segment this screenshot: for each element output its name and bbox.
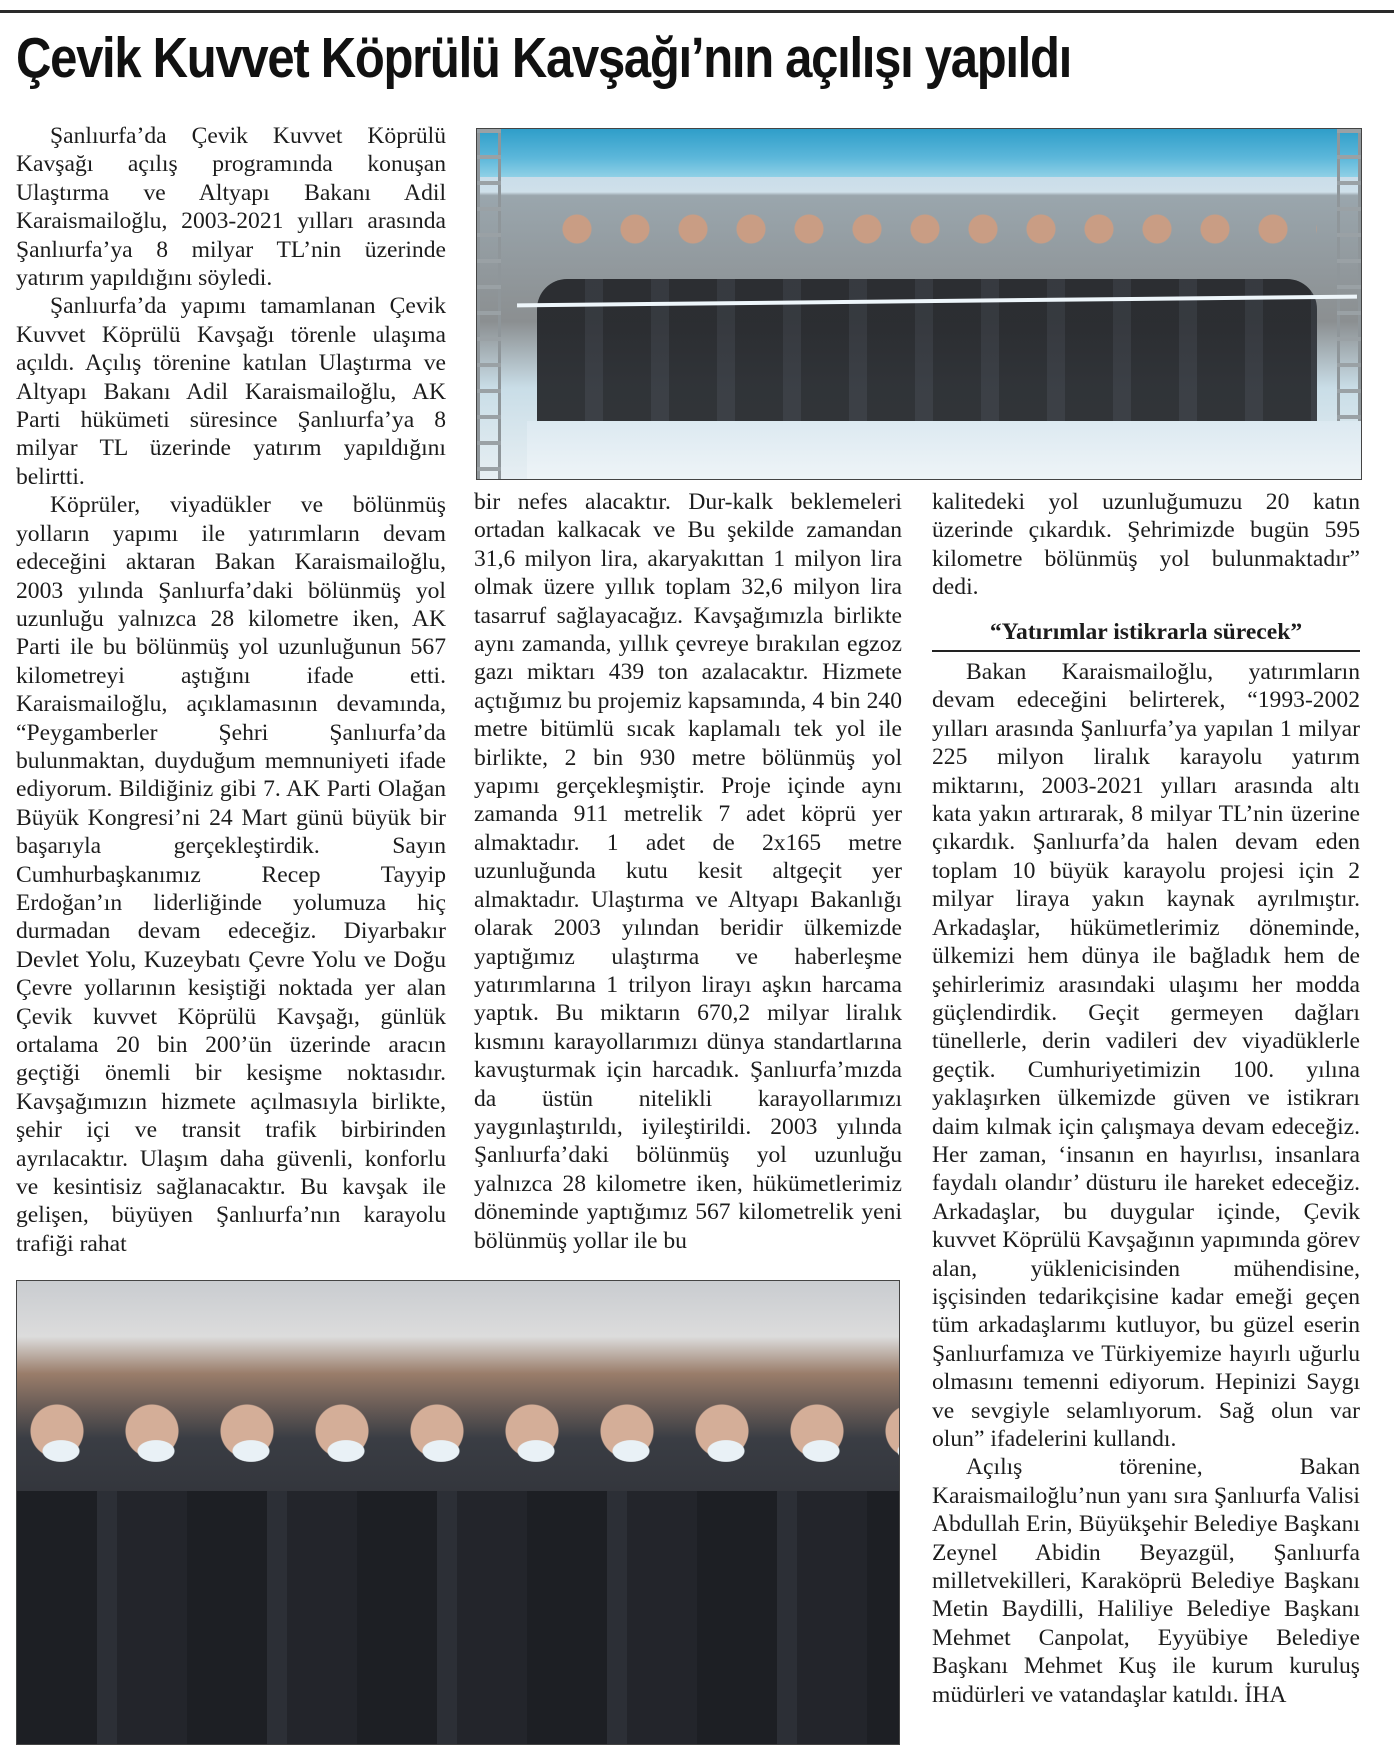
- paragraph: bir nefes alacaktır. Dur-kalk beklemeleri ortadan kalkacak ve Bu şekilde zamandan 31,6 milyon lira, akaryakıttan 1 milyon lira olmak üzere yıllık toplam 32,6 milyon lira tasarruf sağlayacağız. Kavşağımızla birlikte aynı zamanda, yıllık çevreye bırakılan egzoz gazı miktarı 439 ton azalacaktır. Hizmete açtığımız bu projemiz kapsamında, 4 bin 240 metre bitümlü sıcak kaplamalı tek yol ile birlikte, 2 bin 930 metre bölünmüş yol yapımı gerçekleşmiştir. Proje içinde aynı zamanda 911 metrelik 7 adet köprü yer almaktadır. 1 adet de 2x165 metre uzunluğunda kutu kesit altgeçit yer almaktadır. Ulaştırma ve Altyapı Bakanlığı olarak 2003 yılından beridir ülkemizde yaptığımız ulaştırma ve haberleşme yatırımlarına 1 trilyon lirayı aşkın harcama yaptık. Bu miktarın 670,2 milyar liralık kısmını karayollarımızı dünya standartlarına kavuşturmak için harcadık. Şanlıurfa’mızda da üstün nitelikli karayollarımızı yaygınlaştırıldı, iyileştirildi. 2003 yılında Şanlıurfa’daki bölünmüş yol uzunluğu yalnızca 28 kilometre iken, hükümetlerimiz döneminde yaptığımız 567 kilometrelik yeni bölünmüş yollar ile bu: [474, 489, 902, 1254]
- photo-canopy: [477, 129, 1361, 177]
- paragraph: Bakan Karaismailoğlu, yatırımların devam edeceğini belirterek, “1993-2002 yılları arasında Şanlıurfa’ya yapılan 1 milyar 225 milyon liralık karayolu yatırım miktarını, 2003-2021 yılları arasında altı kata yakın artırarak, 8 milyar TL’nin üzerine çıkardık. Şanlıurfa’da halen devam eden toplam 10 büyük karayolu projesi için 2 milyar liraya yakın kaynak ayrılmıştır. Arkadaşlar, hükümetlerimiz döneminde, ülkemizi hem dünya ile bağladık hem de şehirlerimiz arasındaki ulaşımı her modda güçlendirdik. Geçit germeyen dağları tünellerle, derin vadileri dev viyadüklerle geçtik. Cumhuriyetimizin 100. yılına yaklaşırken ülkemizde güven ve istikrarı daim kılmak için çalışmaya devam edeceğiz. Her zaman, ‘insanın en hayırlısı, insanlara faydalı olandır’ düsturu ile hareket edeceğiz. Arkadaşlar, bu duygular içinde, Çevik kuvvet Köprülü Kavşağının yapımında görev alan, yüklenicisinden mühendisine, işçisinden tedarikçisine kadar emeği geçen tüm arkadaşlarımı kutluyor, bu güzel eserin Şanlıurfamıza ve Türkiyemize hayırlı uğurlu olmasını temenni ediyorum. Hepinizi Saygı ve sevgiyle selamlıyorum. Sağ olun var olun” ifadelerini kullandı.: [932, 659, 1360, 1452]
- paragraph: Açılış törenine, Bakan Karaismailoğlu’nun yanı sıra Şanlıurfa Valisi Abdullah Erin, Büyükşehir Belediye Başkanı Zeynel Abidin Beyazgül, Şanlıurfa milletvekilleri, Karaköprü Belediye Başkanı Metin Baydilli, Haliliye Belediye Başkanı Mehmet Canpolat, Eyyübiye Belediye Başkanı Mehmet Kuş ile kurum kuruluş müdürleri ve vatandaşlar katıldı. İHA: [932, 1454, 1360, 1708]
- photo-stage: [527, 421, 1361, 479]
- photo-crowd-masks: [17, 1421, 899, 1481]
- article-column-2: [474, 488, 902, 1255]
- photo-scaffold-left: [477, 129, 501, 479]
- top-rule: [0, 10, 1394, 13]
- paragraph: Köprüler, viyadükler ve bölünmüş yolların yapımı ile yatırımların devam edeceğini aktaran Bakan Karaismailoğlu, 2003 yılında Şanlıurfa’daki bölünmüş yol uzunluğu yalnızca 28 kilometre iken, AK Parti ile bu bölünmüş yol uzunluğunun 567 kilometreyi aştığını ifade etti. Karaismailoğlu, açıklamasının devamında, “Peygamberler Şehri Şanlıurfa’da bulunmaktan, duyduğum memnuniyeti ifade ediyorum. Bildiğiniz gibi 7. AK Parti Olağan Büyük Kongresi’ni 24 Mart günü büyük bir başarıyla gerçekleştirdik. Sayın Cumhurbaşkanımız Recep Tayyip Erdoğan’ın liderliğinde yolumuza hiç durmadan devam edeceğiz. Diyarbakır Devlet Yolu, Kuzeybatı Çevre Yolu ve Doğu Çevre yollarının kesiştiği noktada yer alan Çevik kuvvet Köprülü Kavşağı, günlük ortalama 20 bin 200’ün üzerinde aracın geçtiği önemli bir kesişme noktasıdır. Kavşağımızın hizmete açılmasıyla birlikte, şehir içi ve transit trafik birbirinden ayrılacaktır. Ulaşım daha güvenli, konforlu ve kesintisiz sağlanacaktır. Bu kavşak ile gelişen, büyüyen Şanlıurfa’nın karayolu trafiği rahat: [16, 492, 446, 1257]
- ribbon-cutting-photo: [476, 128, 1362, 480]
- headline: Çevik Kuvvet Köprülü Kavşağı’nın açılışı yapıldı: [16, 26, 1071, 90]
- paragraph: Şanlıurfa’da Çevik Kuvvet Köprülü Kavşağı açılış programında konuşan Ulaştırma ve Altyapı Bakanı Adil Karaismailoğlu, 2003-2021 yılları arasında Şanlıurfa’ya 8 milyar TL’nin üzerinde yatırım yapıldığını söyledi.: [16, 123, 446, 292]
- paragraph: kalitedeki yol uzunluğumuzu 20 katın üzerinde çıkardık. Şehrimizde bugün 595 kilometre bölünmüş yol bulunmaktadır” dedi.: [932, 489, 1360, 601]
- paragraph: Şanlıurfa’da yapımı tamamlanan Çevik Kuvvet Köprülü Kavşağı törenle ulaşıma açıldı. Açılış törenine katılan Ulaştırma ve Altyapı Bakanı Adil Karaismailoğlu, AK Parti hükümeti süresince Şanlıurfa’ya 8 milyar TL üzerinde yatırım yapıldığını belirtti.: [16, 293, 446, 490]
- article-column-3: [932, 488, 1360, 1709]
- crowd-photo: [16, 1280, 900, 1745]
- article-column-1: [16, 122, 446, 1258]
- photo-crowd-suits: [17, 1491, 899, 1744]
- subheading: “Yatırımlar istikrarla sürecek”: [932, 618, 1360, 652]
